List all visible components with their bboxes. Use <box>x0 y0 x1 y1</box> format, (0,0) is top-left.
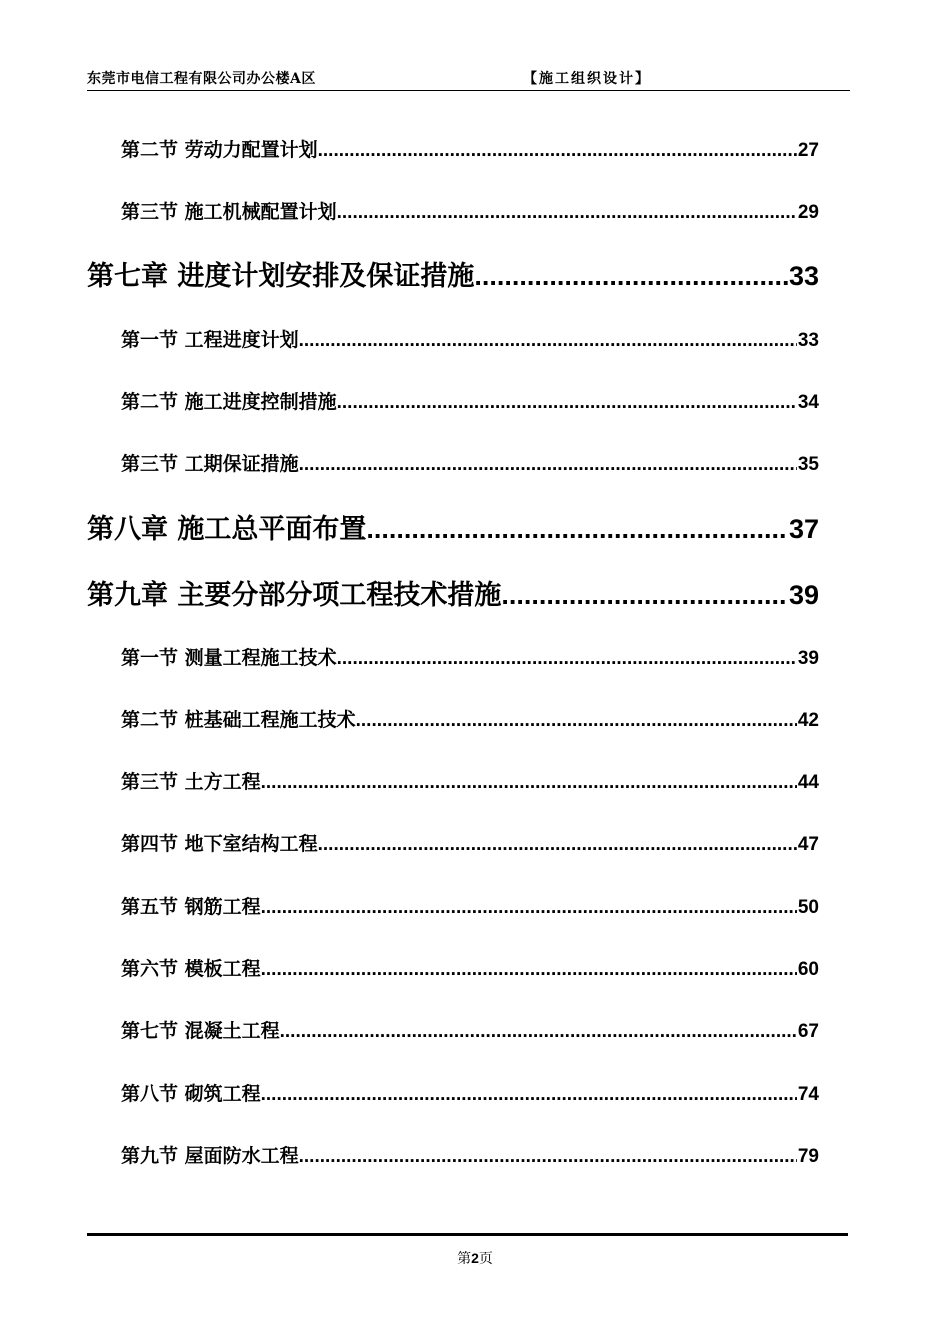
toc-dot-leader <box>280 1021 797 1043</box>
toc-entry-page: 35 <box>797 454 819 475</box>
toc-entry-page: 60 <box>797 959 819 980</box>
toc-entry-page: 67 <box>797 1021 819 1042</box>
toc-dot-leader <box>356 710 797 732</box>
toc-entry-page: 39 <box>788 580 819 610</box>
toc-entry[interactable] <box>121 325 819 355</box>
toc-entry-label: 第五节 钢筋工程 <box>121 896 261 918</box>
page-footer <box>0 1248 950 1268</box>
toc-entry[interactable] <box>121 829 819 859</box>
toc-entry-label: 第八节 砌筑工程 <box>121 1083 261 1105</box>
toc-entry-page: 42 <box>797 710 819 731</box>
toc-dot-leader <box>366 514 788 545</box>
header-document-type: 【施工组织设计】 <box>523 71 651 87</box>
toc-dot-leader <box>299 454 797 476</box>
toc-entry-label: 第一节 工程进度计划 <box>121 329 299 351</box>
toc-entry-label: 第三节 土方工程 <box>121 771 261 793</box>
toc-entry-label: 第二节 施工进度控制措施 <box>121 391 337 413</box>
toc-entry-label: 第九节 屋面防水工程 <box>121 1145 299 1167</box>
toc-entry-label: 第二节 桩基础工程施工技术 <box>121 709 356 731</box>
toc-entry-page: 44 <box>797 772 819 793</box>
toc-dot-leader <box>261 897 797 919</box>
toc-entry-label: 第三节 施工机械配置计划 <box>121 201 337 223</box>
toc-entry-label: 第一节 测量工程施工技术 <box>121 647 337 669</box>
toc-entry-page: 79 <box>797 1146 819 1167</box>
toc-chapter-entry[interactable] <box>87 573 819 613</box>
toc-entry[interactable] <box>121 767 819 797</box>
toc-entry[interactable] <box>121 387 819 417</box>
toc-dot-leader <box>337 648 797 670</box>
toc-entry[interactable] <box>121 705 819 735</box>
toc-entry[interactable] <box>121 1079 819 1109</box>
toc-entry[interactable] <box>121 1016 819 1046</box>
toc-entry-page: 74 <box>797 1084 819 1105</box>
toc-entry-page: 34 <box>797 392 819 413</box>
toc-entry-page: 33 <box>788 261 819 291</box>
toc-entry[interactable] <box>121 197 819 227</box>
toc-dot-leader <box>337 392 797 414</box>
toc-dot-leader <box>318 140 797 162</box>
footer-divider <box>87 1233 848 1236</box>
toc-entry-label: 第九章 主要分部分项工程技术措施 <box>87 580 502 611</box>
footer-suffix: 页 <box>478 1251 493 1267</box>
toc-entry-page: 50 <box>797 897 819 918</box>
toc-dot-leader <box>299 1146 797 1168</box>
toc-entry-label: 第六节 模板工程 <box>121 958 261 980</box>
toc-entry-page: 39 <box>797 648 819 669</box>
toc-chapter-entry[interactable] <box>87 254 819 294</box>
toc-entry-label: 第七节 混凝土工程 <box>121 1020 280 1042</box>
toc-entry-page: 29 <box>797 202 819 223</box>
toc-dot-leader <box>261 772 797 794</box>
toc-entry[interactable] <box>121 643 819 673</box>
footer-page-number: 2 <box>471 1250 479 1266</box>
toc-entry-page: 47 <box>797 834 819 855</box>
toc-entry-label: 第七章 进度计划安排及保证措施 <box>87 261 475 292</box>
footer-prefix: 第 <box>457 1251 472 1267</box>
toc-entry-page: 33 <box>797 330 819 351</box>
toc-entry-label: 第二节 劳动力配置计划 <box>121 139 318 161</box>
toc-entry[interactable] <box>121 954 819 984</box>
toc-dot-leader <box>501 580 788 611</box>
toc-entry-page: 37 <box>788 514 819 544</box>
toc-entry[interactable] <box>121 1141 819 1171</box>
header-project-name: 东莞市电信工程有限公司办公楼A区 <box>87 71 316 87</box>
toc-entry[interactable] <box>121 135 819 165</box>
toc-dot-leader <box>261 959 797 981</box>
toc-entry-page: 27 <box>797 140 819 161</box>
toc-entry-label: 第四节 地下室结构工程 <box>121 833 318 855</box>
toc-dot-leader <box>337 202 797 224</box>
toc-entry-label: 第三节 工期保证措施 <box>121 453 299 475</box>
toc-entry[interactable] <box>121 892 819 922</box>
toc-entry[interactable] <box>121 449 819 479</box>
toc-chapter-entry[interactable] <box>87 507 819 547</box>
toc-dot-leader <box>299 330 797 352</box>
toc-dot-leader <box>474 261 788 292</box>
toc-dot-leader <box>261 1084 797 1106</box>
toc-dot-leader <box>318 834 797 856</box>
toc-entry-label: 第八章 施工总平面布置 <box>87 514 367 545</box>
